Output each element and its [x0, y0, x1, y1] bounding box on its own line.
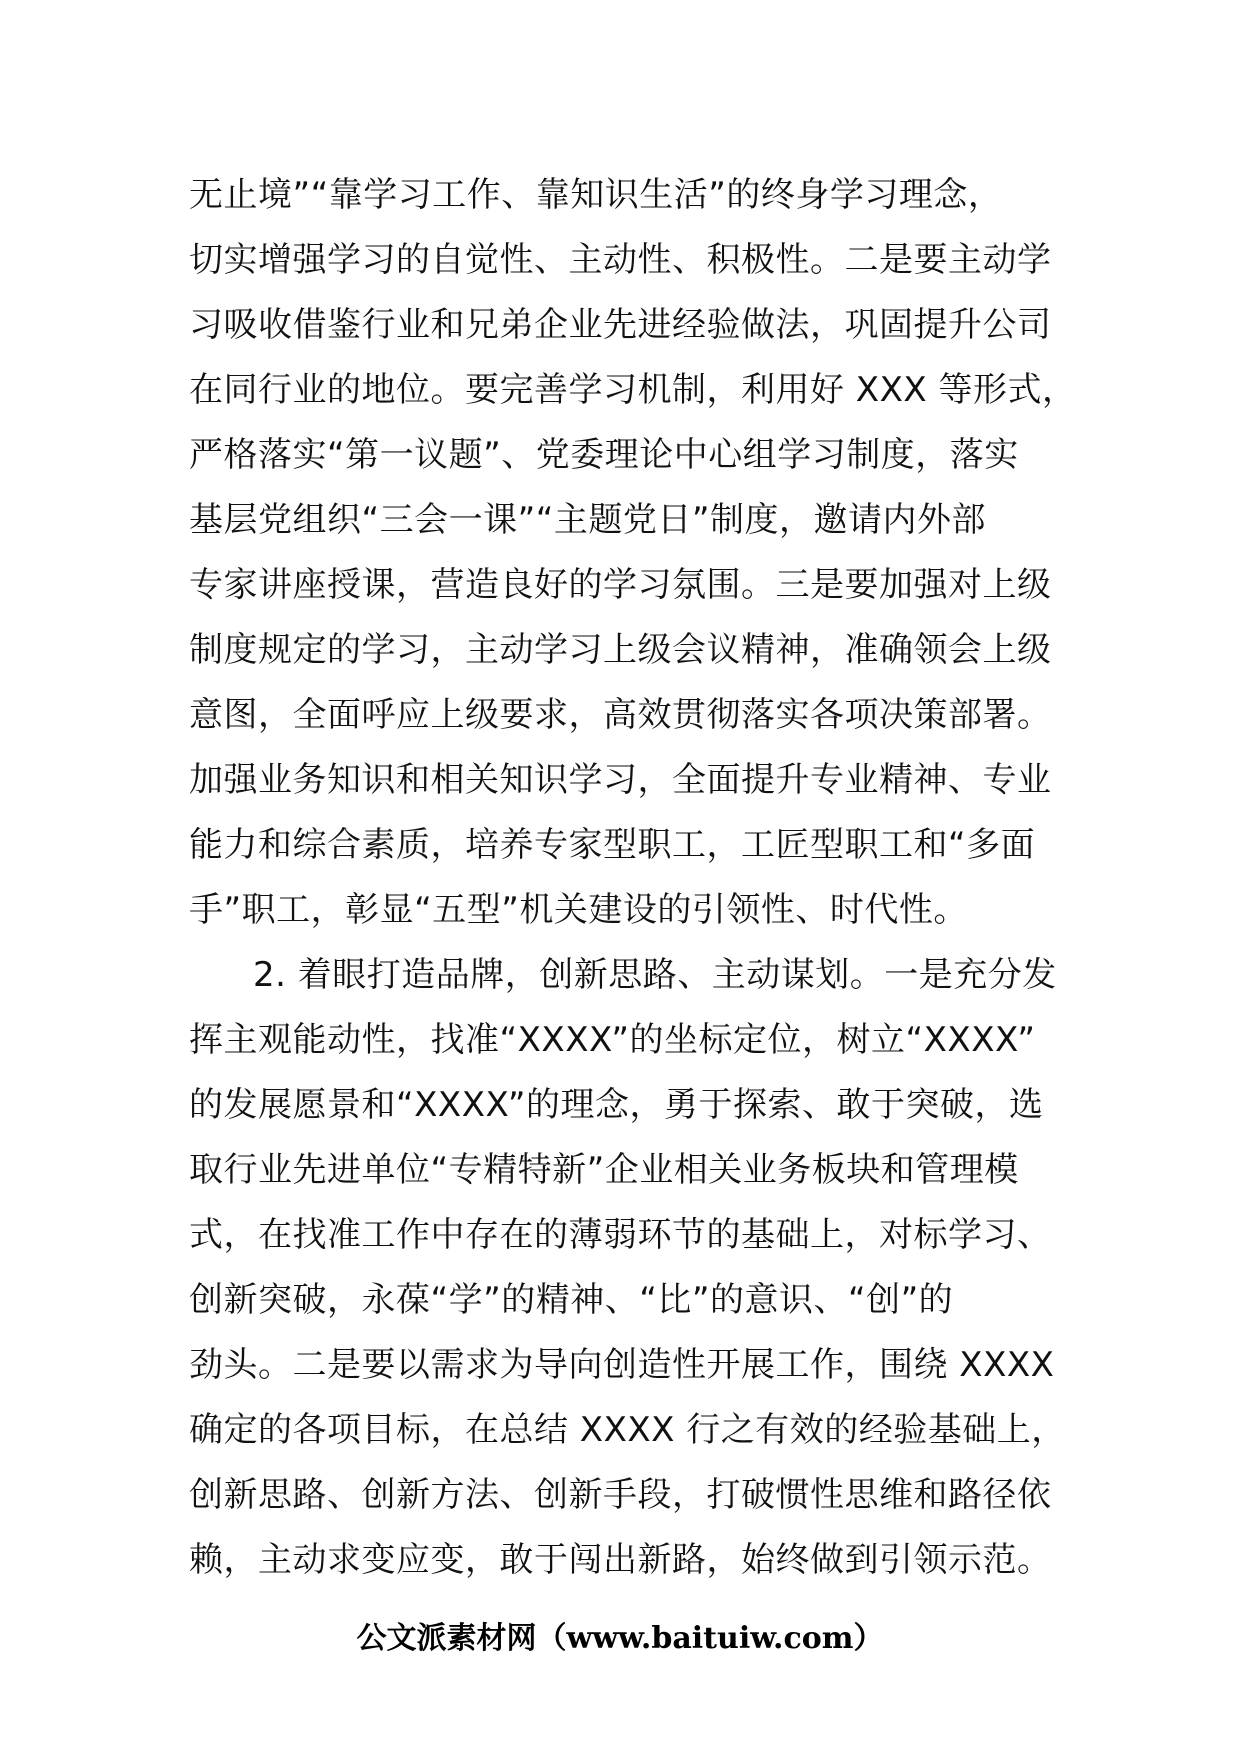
body-line: 习吸收借鉴行业和兄弟企业先进经验做法，巩固提升公司	[189, 305, 1052, 345]
body-line: 的发展愿景和“XXXX”的理念，勇于探索、敢于突破，选	[189, 1085, 1044, 1125]
body-line: 确定的各项目标，在总结 XXXX 行之有效的经验基础上，	[189, 1410, 1066, 1450]
body-line: 创新突破，永葆“学”的精神、“比”的意识、“创”的	[189, 1280, 954, 1320]
body-line: 制度规定的学习，主动学习上级会议精神，准确领会上级	[189, 630, 1052, 670]
body-line: 劲头。二是要以需求为导向创造性开展工作，围绕 XXXX	[189, 1345, 1055, 1385]
body-line: 在同行业的地位。要完善学习机制，利用好 XXX 等形式，	[189, 370, 1077, 410]
footer-watermark: 公文派素材网（www.baituiw.com）	[356, 1621, 884, 1656]
body-line: 能力和综合素质，培养专家型职工，工匠型职工和“多面	[189, 825, 1036, 865]
body-line: 挥主观能动性，找准“XXXX”的坐标定位，树立“XXXX”	[189, 1020, 1036, 1060]
body-line: 切实增强学习的自觉性、主动性、积极性。二是要主动学	[189, 240, 1052, 280]
body-line: 赖，主动求变应变，敢于闯出新路，始终做到引领示范。	[189, 1540, 1052, 1580]
document-body	[189, 163, 1077, 1593]
section-heading-line: 2. 着眼打造品牌，创新思路、主动谋划。一是充分发	[253, 955, 1057, 995]
body-line: 取行业先进单位“专精特新”企业相关业务板块和管理模	[189, 1150, 1019, 1190]
body-line: 专家讲座授课，营造良好的学习氛围。三是要加强对上级	[189, 565, 1052, 605]
body-line: 无止境”“靠学习工作、靠知识生活”的终身学习理念，	[189, 175, 1003, 215]
body-line: 手”职工，彰显“五型”机关建设的引领性、时代性。	[189, 890, 968, 930]
body-line: 式，在找准工作中存在的薄弱环节的基础上，对标学习、	[189, 1215, 1052, 1255]
body-line: 严格落实“第一议题”、党委理论中心组学习制度，落实	[189, 435, 1019, 475]
body-line: 加强业务知识和相关知识学习，全面提升专业精神、专业	[189, 760, 1052, 800]
body-line: 意图，全面呼应上级要求，高效贯彻落实各项决策部署。	[189, 695, 1052, 735]
body-line: 创新思路、创新方法、创新手段，打破惯性思维和路径依	[189, 1475, 1052, 1515]
body-line: 基层党组织“三会一课”“主题党日”制度，邀请内外部	[189, 500, 986, 540]
